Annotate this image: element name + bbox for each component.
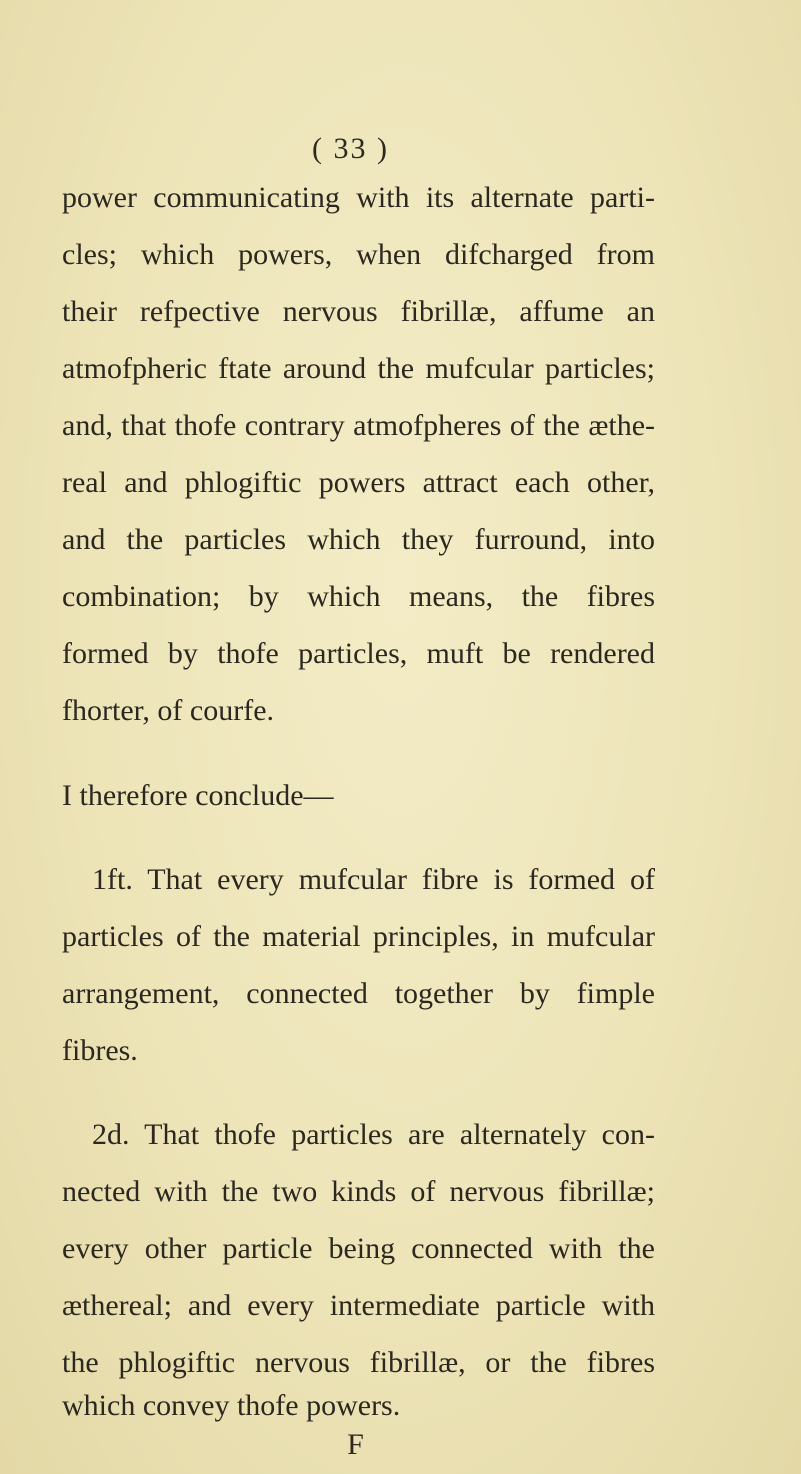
text-line: I therefore conclude— — [62, 779, 334, 812]
text-line: combination; by which means, the fibres — [62, 580, 655, 613]
text-line: power communicating with its alternate parti- — [62, 181, 655, 214]
text-line: particles of the material principles, in mufcular — [62, 920, 655, 953]
text-line: arrangement, connected together by fimple — [62, 977, 655, 1010]
text-line: their refpective nervous fibrillæ, affume an — [62, 295, 655, 328]
text-line: nected with the two kinds of nervous fibrillæ; — [62, 1175, 655, 1208]
text-line: and, that thofe contrary atmofpheres of the æthe- — [62, 409, 655, 442]
text-line: and the particles which they furround, into — [62, 523, 655, 556]
signature-mark: F — [347, 1428, 364, 1461]
text-line: fhorter, of courfe. — [62, 694, 275, 727]
text-line: every other particle being connected with the — [62, 1232, 655, 1265]
text-line: which convey thofe powers. — [62, 1389, 401, 1422]
text-line: fibres. — [62, 1034, 138, 1067]
text-line: 2d. That thofe particles are alternately con- — [92, 1118, 655, 1151]
text-line: cles; which powers, when difcharged from — [62, 238, 655, 271]
text-line: formed by thofe particles, muft be rendered — [62, 637, 655, 670]
page-number: ( 33 ) — [312, 132, 389, 165]
text-line: real and phlogiftic powers attract each other, — [62, 466, 655, 499]
text-line: æthereal; and every intermediate particle with — [62, 1289, 655, 1322]
text-line: 1ft. That every mufcular fibre is formed of — [92, 863, 655, 896]
text-line: the phlogiftic nervous fibrillæ, or the fibres — [62, 1346, 655, 1379]
text-line: atmofpheric ftate around the mufcular particles; — [62, 352, 655, 385]
